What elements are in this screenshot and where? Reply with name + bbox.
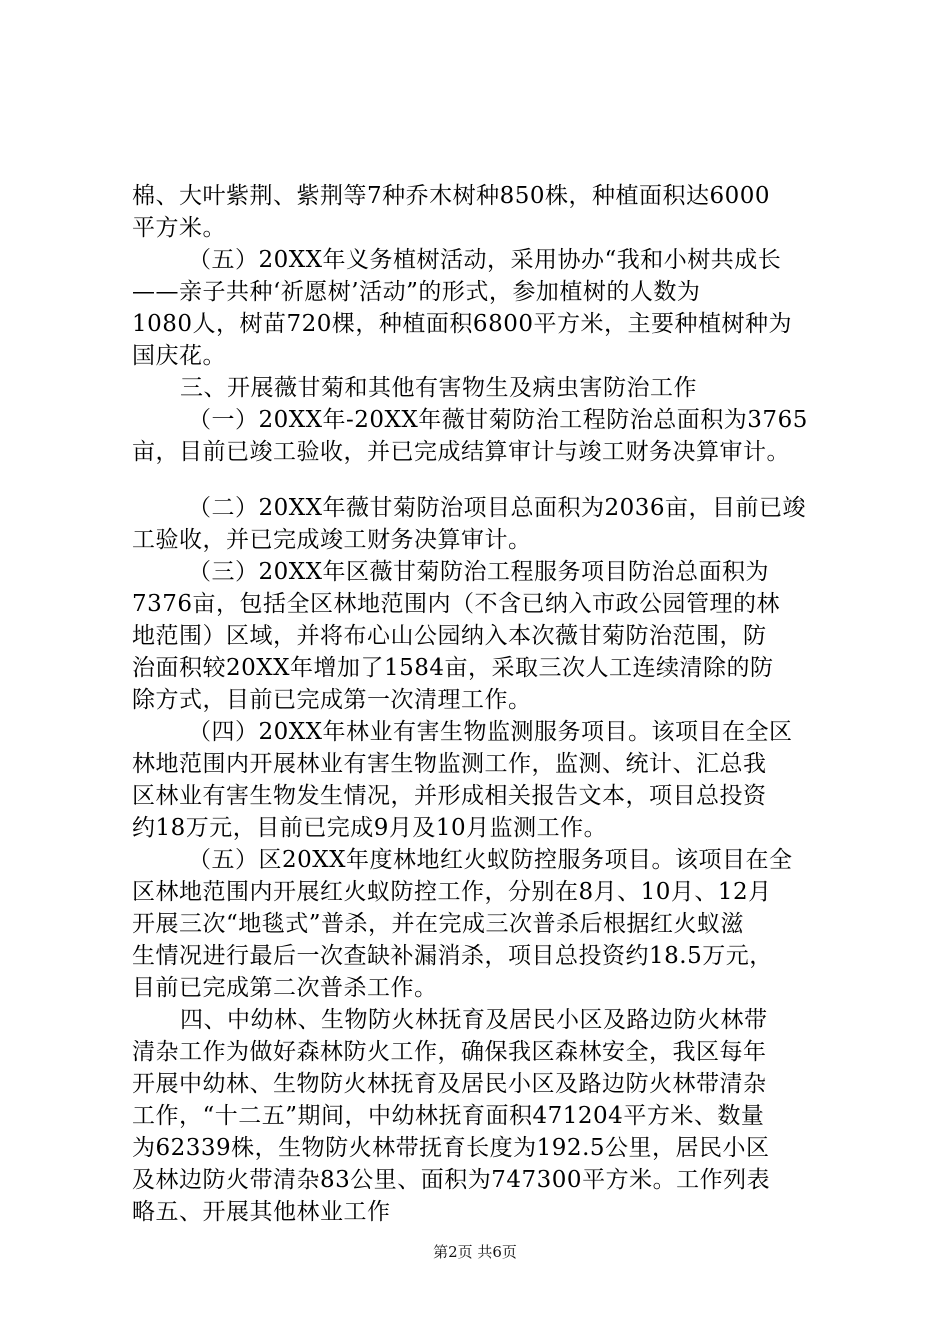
text-line: 目前已完成第二次普杀工作。 — [132, 975, 438, 1001]
text-line: 1080人，树苗720棵，种植面积6800平方米，主要种植树种为 — [132, 311, 792, 337]
section-heading: 三、开展薇甘菊和其他有害物生及病虫害防治工作 — [180, 375, 697, 401]
text-line: 生情况进行最后一次查缺补漏消杀，项目总投资约18.5万元， — [132, 943, 773, 969]
text-line: 开展三次“地毯式”普杀，并在完成三次普杀后根据红火蚁滋 — [132, 911, 745, 937]
text-line: 棉、大叶紫荆、紫荆等7种乔木树种850株，种植面积达6000 — [132, 183, 771, 209]
text-line: ——亲子共种‘祈愿树’活动”的形式，参加植树的人数为 — [132, 279, 701, 305]
text-line: （二）20XX年薇甘菊防治项目总面积为2036亩，目前已竣 — [188, 495, 807, 521]
text-line: （五）20XX年义务植树活动，采用协办“我和小树共成长 — [188, 247, 782, 273]
page-number: 第2页 共6页 — [433, 1243, 517, 1261]
text-line: 略五、开展其他林业工作 — [132, 1199, 391, 1225]
text-line: 为62339株，生物防火林带抚育长度为192.5公里，居民小区 — [132, 1135, 770, 1161]
text-line: 林地范围内开展林业有害生物监测工作，监测、统计、汇总我 — [132, 751, 767, 777]
text-line: 除方式，目前已完成第一次清理工作。 — [132, 687, 532, 713]
section-heading: 四、中幼林、生物防火林抚育及居民小区及路边防火林带 — [180, 1007, 768, 1033]
text-line: 工作，“十二五”期间，中幼林抚育面积471204平方米、数量 — [132, 1103, 765, 1129]
text-line: 工验收，并已完成竣工财务决算审计。 — [132, 527, 532, 553]
text-line: 国庆花。 — [132, 343, 226, 369]
text-line: （四）20XX年林业有害生物监测服务项目。该项目在全区 — [188, 719, 793, 745]
text-line: （三）20XX年区薇甘菊防治工程服务项目防治总面积为 — [188, 559, 770, 585]
text-line: 约18万元，目前已完成9月及10月监测工作。 — [132, 815, 608, 841]
text-line: 清杂工作为做好森林防火工作，确保我区森林安全，我区每年 — [132, 1039, 767, 1065]
text-line: 区林地范围内开展红火蚁防控工作，分别在8月、10月、12月 — [132, 879, 772, 905]
text-line: 开展中幼林、生物防火林抚育及居民小区及路边防火林带清杂 — [132, 1071, 767, 1097]
text-line: 治面积较20XX年增加了1584亩，采取三次人工连续清除的防 — [132, 655, 774, 681]
text-line: 地范围）区域，并将布心山公园纳入本次薇甘菊防治范围，防 — [132, 623, 767, 649]
text-line: 区林业有害生物发生情况，并形成相关报告文本，项目总投资 — [132, 783, 767, 809]
text-line: 7376亩，包括全区林地范围内（不含已纳入市政公园管理的林 — [132, 591, 781, 617]
text-line: （一）20XX年-20XX年薇甘菊防治工程防治总面积为3765 — [188, 407, 808, 433]
text-line: 平方米。 — [132, 215, 226, 241]
text-line: 亩，目前已竣工验收，并已完成结算审计与竣工财务决算审计。 — [132, 439, 790, 465]
text-line: 及林边防火带清杂83公里、面积为747300平方米。工作列表 — [132, 1167, 771, 1193]
text-line: （五）区20XX年度林地红火蚁防控服务项目。该项目在全 — [188, 847, 793, 873]
